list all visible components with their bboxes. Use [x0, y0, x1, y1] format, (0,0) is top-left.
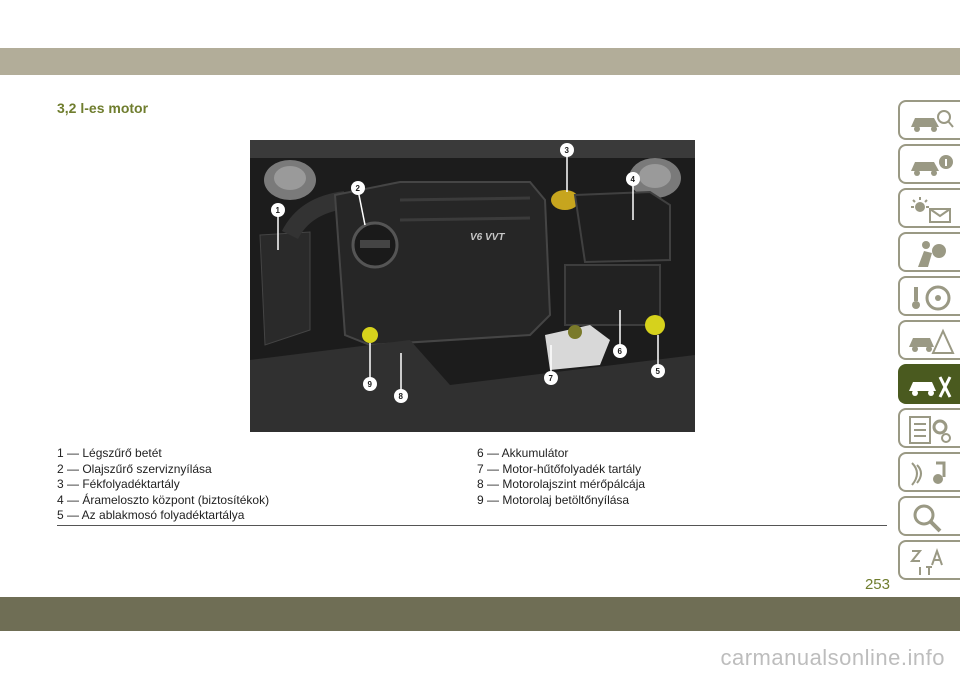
car-info-icon: [906, 151, 956, 181]
tab-car-info[interactable]: [898, 144, 960, 184]
legend-item: 4 — Árameloszto központ (biztosítékok): [57, 492, 270, 507]
svg-text:1: 1: [275, 206, 280, 215]
tab-car-hazard[interactable]: [898, 320, 960, 360]
warning-light-message-icon: [906, 195, 956, 225]
magnifier-icon: [906, 503, 956, 533]
page-number: 253: [864, 576, 890, 593]
car-search-icon: [906, 107, 956, 137]
legend-item: 8 — Motorolajszint mérőpálcája: [477, 477, 646, 491]
legend-item: 2 — Olajszűrő szerviznyílása: [57, 461, 212, 476]
steering-wheel-key-icon: [906, 283, 956, 313]
alphabet-index-icon: [906, 547, 956, 577]
tab-checklist[interactable]: [898, 408, 960, 448]
engine-badge: V6 VVT: [470, 232, 505, 243]
legend-item: 9 — Motorolaj betöltőnyílása: [477, 492, 630, 507]
tab-steering[interactable]: [898, 276, 960, 316]
header-band: [0, 48, 960, 75]
svg-text:8: 8: [398, 392, 403, 401]
car-hazard-icon: [906, 327, 956, 357]
svg-text:3: 3: [564, 146, 569, 155]
tab-maintenance[interactable]: [898, 364, 960, 404]
legend-item: 5 — Az ablakmosó folyadéktartálya: [57, 508, 245, 522]
car-wrench-icon: [906, 371, 956, 401]
divider: [57, 525, 887, 526]
tab-seat-airbag[interactable]: [898, 232, 960, 272]
footer-band: [0, 597, 960, 631]
svg-text:6: 6: [617, 347, 622, 356]
watermark: carmanualsonline.info: [720, 645, 945, 670]
legend-item: 3 — Fékfolyadéktartály: [57, 477, 180, 491]
tab-index-search[interactable]: [898, 496, 960, 536]
section-title: 3,2 l-es motor: [57, 100, 149, 116]
svg-text:9: 9: [367, 380, 372, 389]
legend-right: [477, 446, 645, 508]
svg-text:5: 5: [655, 367, 660, 376]
svg-text:4: 4: [630, 175, 635, 184]
tab-multimedia[interactable]: [898, 452, 960, 492]
seat-airbag-icon: [906, 239, 956, 269]
legend-left: [57, 446, 269, 524]
music-navigation-icon: [906, 459, 956, 489]
legend-item: 6 — Akkumulátor: [477, 446, 569, 460]
svg-text:2: 2: [355, 184, 360, 193]
legend-item: 1 — Légszűrő betét: [57, 446, 162, 460]
engine-bay-photo: [250, 140, 695, 432]
tab-alphabetical-index[interactable]: [898, 540, 960, 580]
legend-item: 7 — Motor-hűtőfolyadék tartály: [477, 461, 642, 476]
svg-text:7: 7: [548, 374, 553, 383]
checklist-gears-icon: [906, 415, 956, 445]
tab-car-search[interactable]: [898, 100, 960, 140]
tab-warning-lights[interactable]: [898, 188, 960, 228]
